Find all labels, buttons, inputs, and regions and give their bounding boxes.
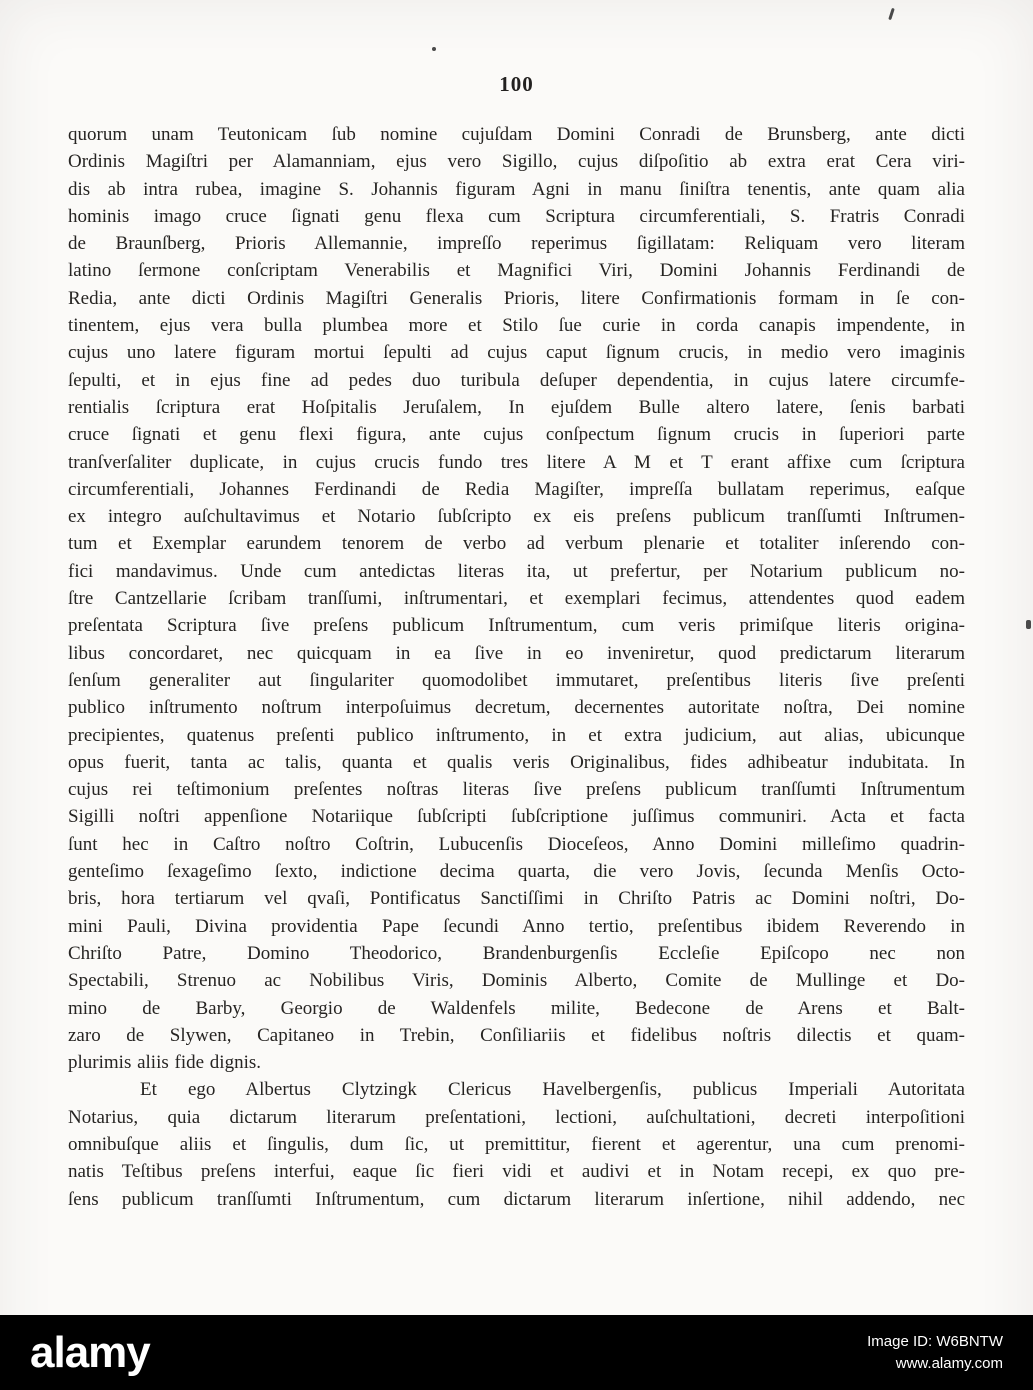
text-line: tranſverſaliter duplicate, in cujus crucis fundo tres litere A M et T erant affixe cum ſcriptura (68, 451, 965, 473)
text-line: cujus uno latere figuram mortui ſepulti ad cujus caput ſignum crucis, in medio vero imaginis (68, 342, 965, 364)
text-line: publico inſtrumento noſtrum interpoſuimus decretum, decernentes autoritate noſtra, Dei nomine (68, 697, 965, 719)
page-number: 100 (499, 72, 534, 96)
text-line: dis ab intra rubea, imagine S. Johannis figuram Agni in manu ſiniſtra tenentis, ante quam alia (68, 178, 965, 200)
scan-artifact (888, 8, 895, 20)
text-line: de Braunſberg, Prioris Allemannie, impreſſo reperimus ſigillatam: Reliquam vero literam (68, 233, 965, 255)
text-line: rentialis ſcriptura erat Hoſpitalis Jeruſalem, In ejuſdem Bulle altero latere, ſenis barbati (68, 396, 965, 418)
text-line: Ordinis Magiſtri per Alamanniam, ejus vero Sigillo, cujus diſpoſitio ab extra erat Cera viri- (68, 151, 965, 173)
page-content (68, 72, 965, 1213)
text-line: genteſimo ſexageſimo ſexto, indictione decima quarta, die vero Jovis, ſecunda Menſis Octo- (68, 861, 965, 883)
scan-artifact (432, 47, 436, 51)
scan-artifact (1026, 620, 1031, 629)
text-line: mino de Barby, Georgio de Waldenfels milite, Bedecone de Arens et Balt- (68, 997, 965, 1019)
text-line: quorum unam Teutonicam ſub nomine cujuſdam Domini Conradi de Brunsberg, ante dicti (68, 124, 965, 145)
text-line: ſens publicum tranſſumti Inſtrumentum, cum dictarum literarum inſertione, nihil addendo, nec (68, 1188, 965, 1210)
text-line: fici mandavimus. Unde cum antedictas literas ita, ut prefertur, per Notarium publicum no- (68, 560, 965, 582)
text-line: Redia, ante dicti Ordinis Magiſtri Generalis Prioris, litere Confirmationis formam in ſe con- (68, 287, 965, 309)
text-line: Sigilli noſtri appenſione Notariique ſubſcripti ſubſcriptione juſſimus communiri. Acta et facta (68, 806, 965, 828)
alamy-logo: alamy (30, 1327, 150, 1377)
watermark-bar (0, 1315, 1033, 1390)
text-line: Et ego Albertus Clytzingk Clericus Havelbergenſis, publicus Imperiali Autoritata (140, 1079, 965, 1101)
document-lines (68, 121, 965, 1213)
text-line: ex integro auſchultavimus et Notario ſubſcripto ex eis preſens publicum tranſſumti Inſtrumen- (68, 506, 965, 528)
text-line: plurimis aliis fide dignis. (68, 1052, 261, 1074)
text-line: opus fuerit, tanta ac talis, quanta et qualis veris Originalibus, fides adhibeatur indubitata. In (68, 751, 965, 773)
text-line: Notarius, quia dictarum literarum preſentationi, lectioni, auſchultationi, decreti interpoſitioni (68, 1106, 965, 1128)
text-line: latino ſermone conſcriptam Venerabilis et Magnifici Viri, Domini Johannis Ferdinandi de (68, 260, 965, 282)
text-line: zaro de Slywen, Capitaneo in Trebin, Conſiliariis et fidelibus noſtris dilectis et quam- (68, 1024, 965, 1046)
text-line: ſenſum generaliter aut ſingulariter quomodolibet immutaret, preſentibus literis ſive preſenti (68, 669, 965, 691)
text-line: libus concordaret, nec quicquam in ea ſive in eo inveniretur, quod predictarum literarum (68, 642, 965, 664)
text-line: precipientes, quatenus preſenti publico inſtrumento, in et extra judicium, aut alias, ubicunque (68, 724, 965, 746)
text-line: Spectabili, Strenuo ac Nobilibus Viris, Dominis Alberto, Comite de Mullinge et Do- (68, 970, 965, 992)
text-line: Chriſto Patre, Domino Theodorico, Brandenburgenſis Eccleſie Epiſcopo nec non (68, 942, 965, 964)
text-line: ſunt hec in Caſtro noſtro Coſtrin, Lubucenſis Dioceſeos, Anno Domini milleſimo quadrin- (68, 833, 965, 855)
text-line: mini Pauli, Divina providentia Pape ſecundi Anno tertio, preſentibus ibidem Reverendo in (68, 915, 965, 937)
text-line: ſtre Cantzellarie ſcribam tranſſumi, inſtrumentari, et exemplari fecimus, attendentes quod eadem (68, 588, 965, 610)
watermark-meta (867, 1331, 1003, 1375)
text-line: omnibuſque aliis et ſingulis, dum ſic, ut premittitur, fierent et agerentur, una cum prenomi- (68, 1133, 965, 1155)
text-line: bris, hora tertiarum vel qvaſi, Pontificatus Sanctiſſimi in Chriſto Patris ac Domini noſtri, Do- (68, 888, 965, 910)
text-line: hominis imago cruce ſignati genu flexa cum Scriptura circumferentiali, S. Fratris Conradi (68, 205, 965, 227)
text-line: tinentem, ejus vera bulla plumbea more et Stilo ſue curie in corda canapis impendente, in (68, 315, 965, 337)
text-line: natis Teſtibus preſens interfui, eaque ſic fieri vidi et audivi et in Notam recepi, ex quo pre- (68, 1161, 965, 1183)
text-line: preſentata Scriptura ſive preſens publicum Inſtrumentum, cum veris primiſque literis origina- (68, 615, 965, 637)
text-line: tum et Exemplar earundem tenorem de verbo ad verbum plenarie et totaliter inſerendo con- (68, 533, 965, 555)
text-line: circumferentiali, Johannes Ferdinandi de Redia Magiſter, impreſſa bullatam reperimus, eaſque (68, 478, 965, 500)
text-line: cruce ſignati et genu flexi figura, ante cujus conſpectum ſignum crucis in ſuperiori parte (68, 424, 965, 446)
text-line: ſepulti, et in ejus fine ad pedes duo turibula deſuper dependentia, in cujus latere circumfe- (68, 369, 965, 391)
text-line: cujus rei teſtimonium preſentes noſtras literas ſive preſens publicum tranſſumti Inſtrumentum (68, 779, 965, 801)
image-id-label: Image ID: W6BNTW (867, 1332, 1003, 1350)
alamy-url: www.alamy.com (895, 1354, 1003, 1372)
